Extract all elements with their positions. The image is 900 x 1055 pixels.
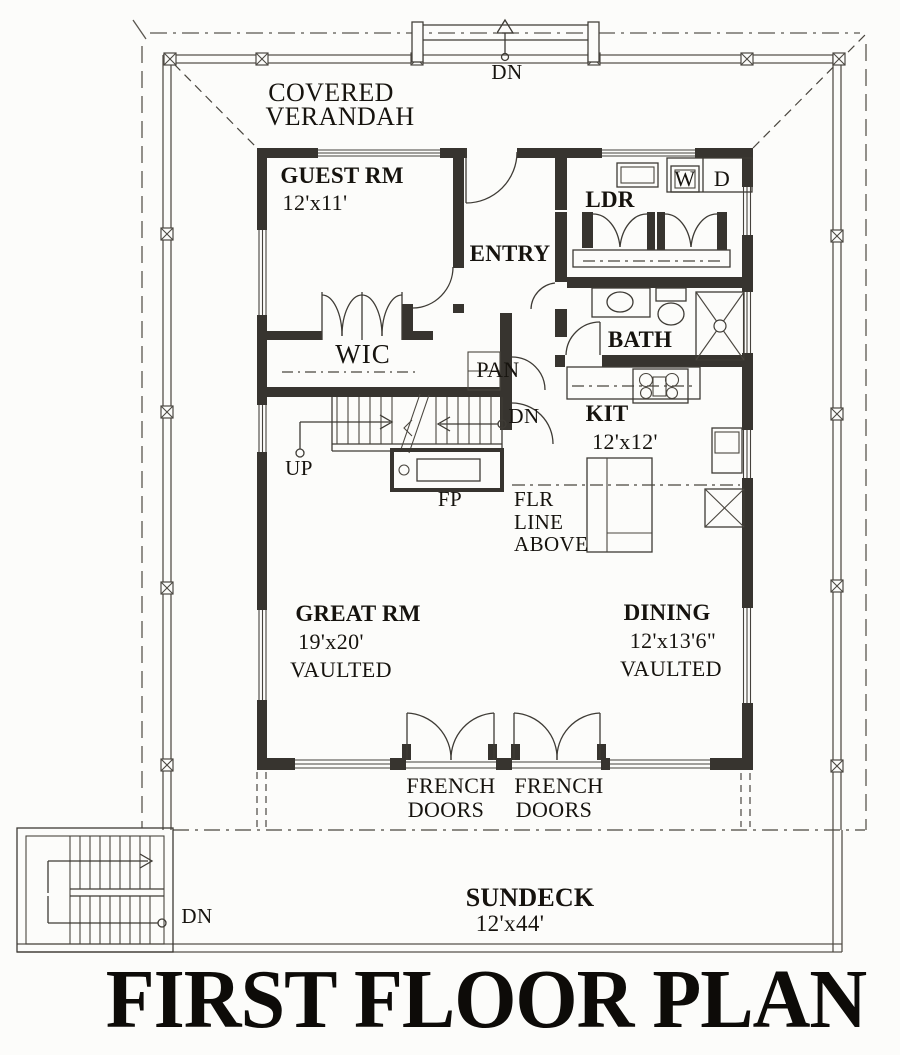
washer-label: W <box>674 166 696 191</box>
flr-line-label3: ABOVE <box>514 532 589 556</box>
french-doors-1-label2: DOORS <box>407 797 485 822</box>
room-label-wic: WIC <box>335 339 391 369</box>
room-label-entry: ENTRY <box>469 241 551 266</box>
french-doors-2-label1: FRENCH <box>514 773 604 798</box>
french-doors-1-label1: FRENCH <box>406 773 496 798</box>
room-label-sundeck: SUNDECK <box>465 883 595 912</box>
stairs-up-label: UP <box>285 456 313 480</box>
stairs-dn-label: DN <box>508 404 540 428</box>
room-label-bath: BATH <box>607 327 673 352</box>
room-label-ldr: LDR <box>585 187 635 212</box>
french-doors-2-label2: DOORS <box>515 797 593 822</box>
flr-line-label2: LINE <box>514 510 564 534</box>
page-title: FIRST FLOOR PLAN <box>105 954 867 1046</box>
great-rm-note: VAULTED <box>290 657 392 682</box>
guest-rm-dims: 12'x11' <box>282 190 348 215</box>
veranda-stairs-dn-label: DN <box>491 60 523 84</box>
dining-dims: 12'x13'6" <box>629 628 717 653</box>
flr-line-label1: FLR <box>514 487 554 511</box>
exterior-stairs-dn-label: DN <box>181 904 213 928</box>
dining-note: VAULTED <box>620 656 722 681</box>
room-label-great-rm: GREAT RM <box>295 601 421 626</box>
room-label-guest-rm: GUEST RM <box>280 163 404 188</box>
great-rm-dims: 19'x20' <box>298 629 364 654</box>
room-label-kit: KIT <box>585 401 629 426</box>
veranda-label-line2: VERANDAH <box>265 102 415 131</box>
sundeck-dims: 12'x44' <box>475 911 545 936</box>
veranda-label-line1: COVERED <box>268 78 394 107</box>
room-label-pan: PAN <box>476 357 520 382</box>
dryer-label: D <box>713 166 731 191</box>
room-label-dining: DINING <box>623 600 711 625</box>
fireplace-label: FP <box>437 487 463 511</box>
kit-dims: 12'x12' <box>592 429 658 454</box>
